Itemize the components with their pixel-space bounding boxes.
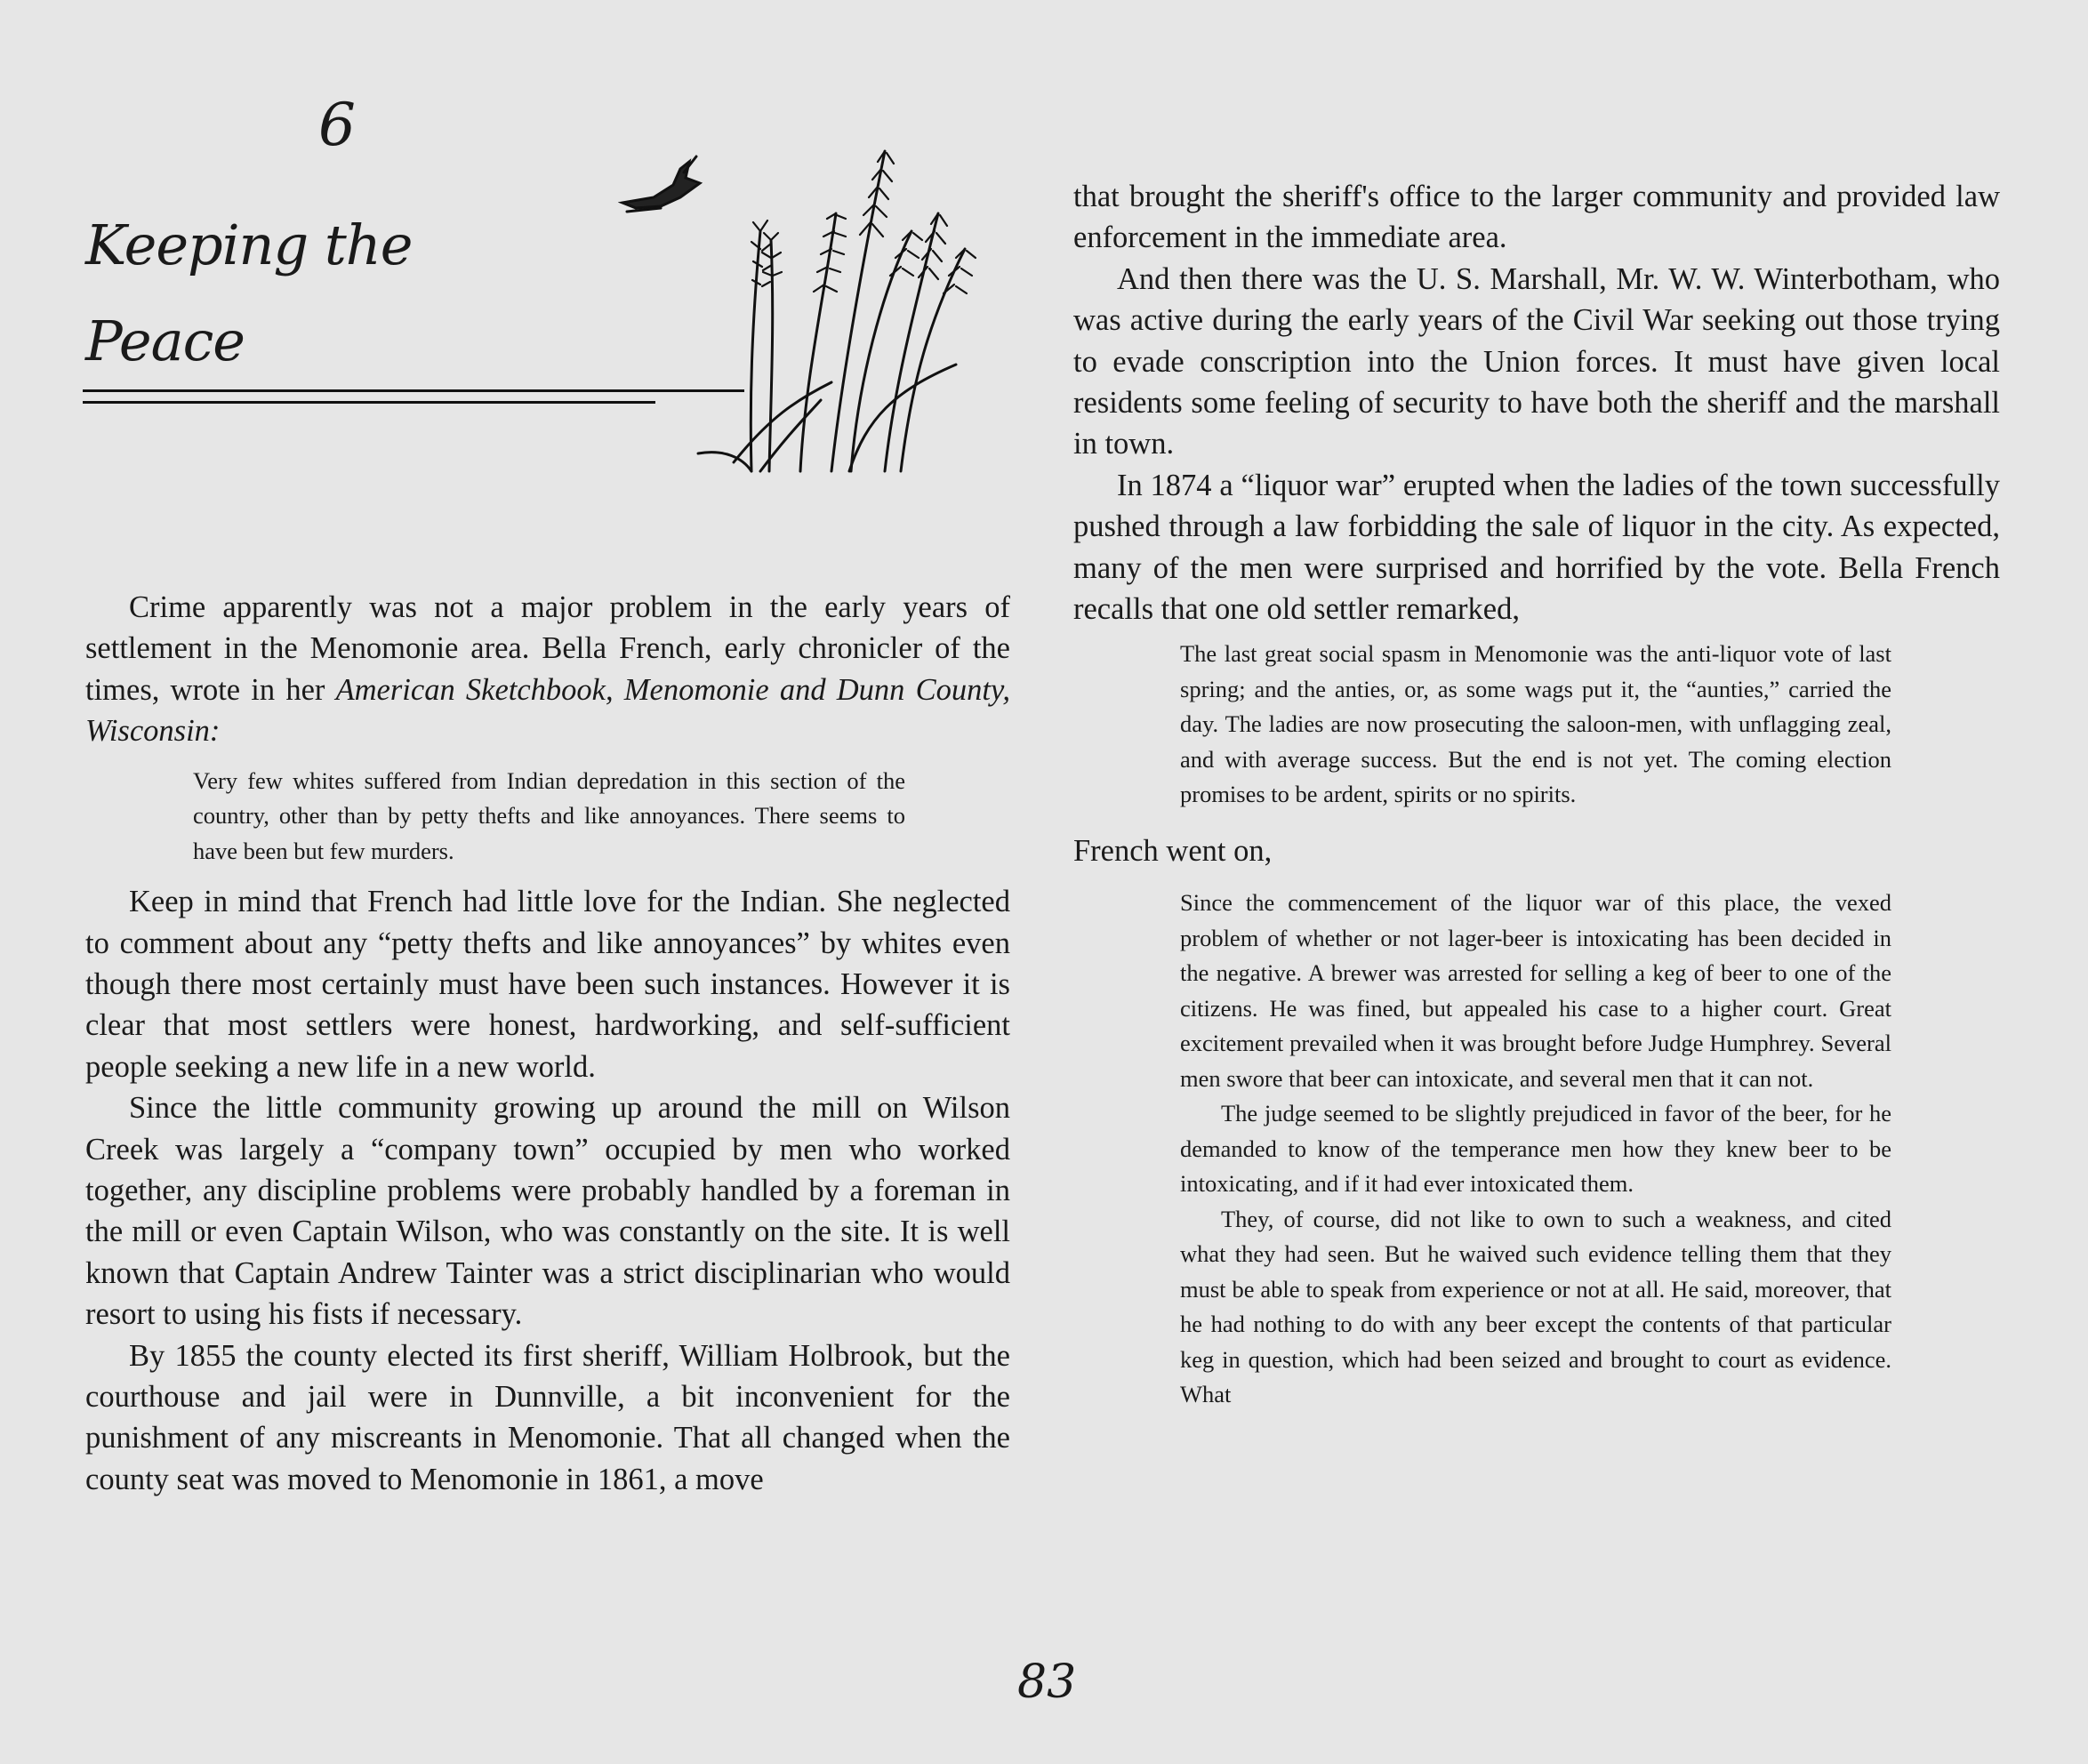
- quote-paragraph: They, of course, did not like to own to such a weakness, and cited what they had seen. But he waived such evidence telling them that they must be able to speak from experience or not at all. He said, moreover, that he had nothing to do with any beer except the contents of that particular keg in question, which had been seized and brought to court as evidence. What: [1180, 1205, 1891, 1408]
- right-column: [1073, 176, 2000, 1413]
- paragraph-text: Crime apparently was not a major problem in the early years of settlement in the Menomonie area. Bella French, early chronicler of the times, wrote in her: [85, 590, 1010, 707]
- paragraph: Keep in mind that French had little love for the Indian. She neglected to comment about any “petty thefts and like annoyances” by whites even though there most certainly must have been such instances. However it is clear that most settlers were honest, hardworking, and self-sufficient people seeking a new life in a new world.: [85, 885, 1010, 1084]
- bird-icon: [622, 156, 700, 212]
- left-column: [85, 587, 1010, 1500]
- chapter-number: 6: [318, 91, 356, 159]
- paragraph: [85, 587, 1010, 752]
- page-number: 83: [1017, 1656, 1077, 1709]
- paragraph: And then there was the U. S. Marshall, Mr. W. W. Winterbotham, who was active during the early years of the Civil War seeking out those trying to evade conscription into the Union forces. It must have given local residents some feeling of security to have both the sheriff and the marshall in town.: [1073, 261, 2000, 461]
- chapter-title-line1: Keeping the: [85, 212, 413, 277]
- block-quote: Very few whites suffered from Indian depredation in this section of the country, other than by petty thefts and like annoyances. There seems to have been but few murders.: [193, 766, 905, 864]
- title-rule-bottom: [83, 401, 655, 404]
- paragraph: In 1874 a “liquor war” erupted when the ladies of the town successfully pushed through a law forbidding the sale of liquor in the city. As expected, many of the men were surprised and horrified by the vote. Bella French recalls that one old settler remarked,: [1073, 468, 2000, 627]
- chapter-title: [85, 197, 459, 389]
- paragraph: French went on,: [1073, 833, 1273, 868]
- grass-icon: [698, 151, 965, 471]
- paragraph: Since the little community growing up around the mill on Wilson Creek was largely a “company town” occupied by men who worked together, any discipline problems were probably handled by a foreman in the mill or even Captain Wilson, who was constantly on the site. It is well known that Captain Andrew Tainter was a strict disciplinarian who would resort to using his fists if necessary.: [85, 1091, 1010, 1332]
- chapter-title-line2: Peace: [85, 309, 245, 373]
- quote-paragraph: The judge seemed to be slightly prejudiced in favor of the beer, for he demanded to know of the temperance men how they knew beer to be intoxicating, and if it had ever intoxicated them.: [1180, 1100, 1891, 1198]
- quote-paragraph: Since the commencement of the liquor war of this place, the vexed problem of whether or not lager-beer is intoxicating has been decided in the negative. A brewer was arrested for selling a keg of beer to one of the citizens. He was fined, but appealed his case to a higher court. Great excitement prevailed when it was brought before Judge Humphrey. Several men swore that beer can intoxicate, and several men that it can not.: [1180, 889, 1891, 1092]
- book-title: American Sketchbook, Menomonie and Dunn County, Wisconsin:: [85, 672, 1010, 749]
- paragraph: By 1855 the county elected its first sheriff, William Holbrook, but the courthouse and jail were in Dunnville, a bit inconvenient for the punishment of any miscreants in Menomonie. That all changed when the county seat was moved to Menomonie in 1861, a move: [85, 1338, 1010, 1496]
- block-quote: [1180, 886, 1891, 1413]
- bird-and-grass-illustration: [618, 98, 1027, 480]
- paragraph: that brought the sheriff's office to the larger community and provided law enforcement in the immediate area.: [1073, 180, 2000, 255]
- block-quote: The last great social spasm in Menomonie was the anti-liquor vote of last spring; and the anties, or, as some wags put it, the “aunties,” carried the day. The ladies are now prosecuting the saloon-men, with unflagging zeal, and with average success. But the end is not yet. The coming election promises to be ardent, spirits or no spirits.: [1180, 640, 1891, 808]
